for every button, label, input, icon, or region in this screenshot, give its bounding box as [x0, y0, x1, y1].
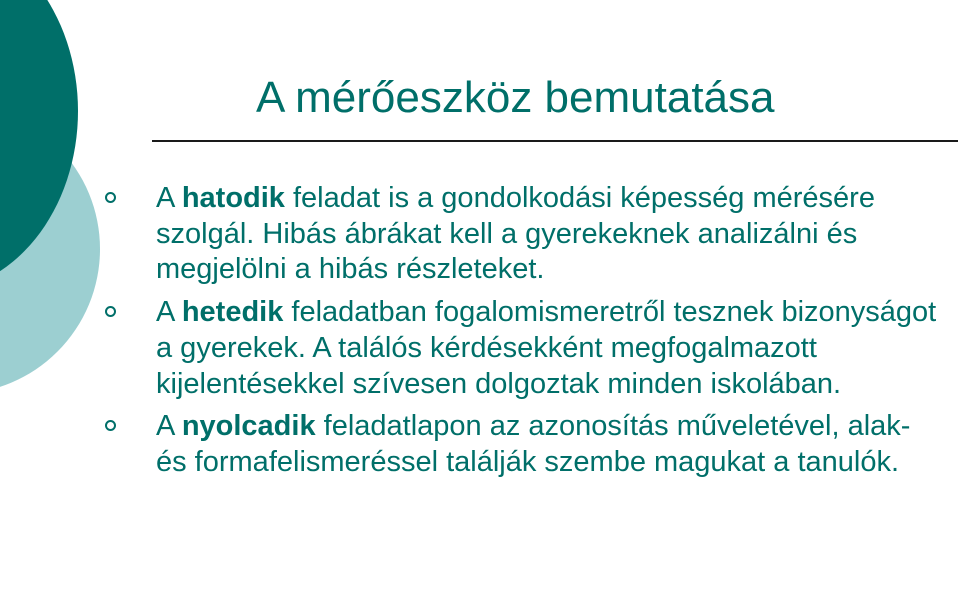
- bullet-text: feladat is a gondolkodási képesség mérésére szolgál. Hibás ábrákat kell a gyerekeknek analizálni és megjelölni a hibás részleteket.: [156, 182, 875, 286]
- bullet-prefix: A: [156, 182, 182, 214]
- hollow-circle-icon: [105, 192, 116, 203]
- bullet-prefix: A: [156, 296, 182, 329]
- bullet-text: feladatlapon az azonosítás műveletével, alak- és formafelismeréssel találják szembe magukat a tanulók.: [156, 410, 911, 478]
- bullet-prefix: A: [156, 410, 182, 443]
- bullet-item: [156, 181, 946, 288]
- slide-title: A mérőeszköz bemutatása: [256, 73, 775, 122]
- bullet-keyword: hatodik: [181, 182, 285, 214]
- hollow-circle-icon: [105, 420, 116, 431]
- bullet-list: [156, 181, 946, 488]
- hollow-circle-icon: [105, 306, 116, 317]
- title-divider: [152, 140, 958, 142]
- bullet-text: feladatban fogalomismeretről tesznek bizonyságot a gyerekek. A találós kérdésekként megfogalmazott kijelentésekkel szívesen dolgoztak minden iskolában.: [156, 296, 937, 400]
- bullet-keyword: hetedik: [181, 296, 284, 329]
- bullet-item: [156, 295, 946, 402]
- bullet-item: [156, 409, 946, 480]
- bullet-keyword: nyolcadik: [181, 410, 316, 443]
